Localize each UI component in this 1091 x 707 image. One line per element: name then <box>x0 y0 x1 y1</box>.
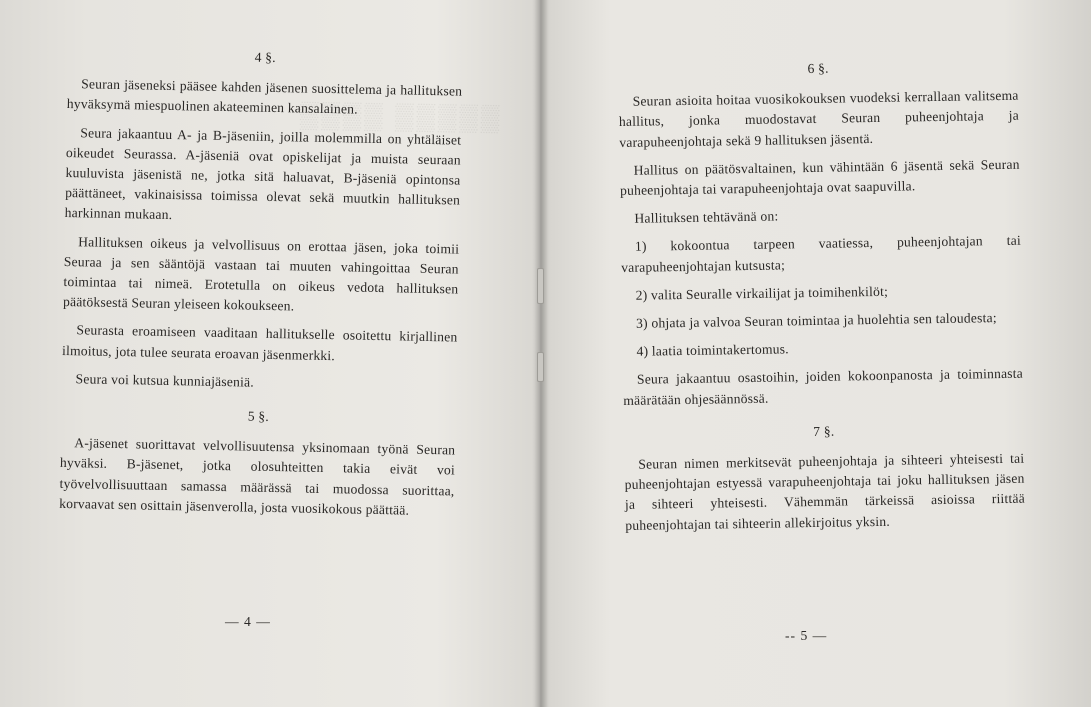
paragraph: Seuran asioita hoitaa vuosikokouksen vuodeksi kerrallaan valitsema hallitus, jonka muodostavat Seuran puheenjohtaja ja varapuheenjohtaja sekä 9 hallituksen jäsentä. <box>618 87 1020 150</box>
left-text-column <box>59 44 463 530</box>
right-page <box>545 0 1091 707</box>
paragraph: Hallitus on päätösvaltainen, kun vähintään 6 jäsentä sekä Seuran puheenjohtaja tai varapuheenjohtaja ovat saapuvilla. <box>619 156 1020 198</box>
paragraph: Seura jakaantuu A- ja B-jäseniin, joilla molemmilla on yhtäläiset oikeudet Seurassa. A-jäseniä ovat opiskelijat ja muista seuraan kuuluvista jäsenistä ne, jotka sitä haluavat, B-jäseniä opintonsa päättäneet, vakinaisissa toimissa olevat sekä muutkin hallituksen harkinnan mukaan. <box>64 124 462 223</box>
paragraph: Seuran nimen merkitsevät puheenjohtaja ja sihteeri yhteisesti tai puheenjohtajan estyessä varapuheenjohtaja tai joku hallituksen jäsen ja sihteeri yhteisesti. Vähemmän tärkeissä asioissa riittää puheenjohtajan tai sihteerin allekirjoitus yksin. <box>624 450 1026 533</box>
paragraph: Seurasta eroamiseen vaaditaan hallitukselle osoitettu kirjallinen ilmoitus, jota tulee seurata eroavan jäsenmerkki. <box>61 322 458 363</box>
section-heading-5: 5 §. <box>247 408 270 424</box>
list-item: 3) ohjata ja valvoa Seuran toimintaa ja huolehtia sen taloudesta; <box>635 310 997 331</box>
paragraph: A-jäsenet suorittavat velvollisuutensa yksinomaan työnä Seuran hyväksi. B-jäsenet, jotka olosuhteitten takia eivät voi työvelvollisuuttaan samassa määrässä tai muodossa suorittaa, korvaavat sen osittain jäsenverolla, josta vuosikokous päättää. <box>59 435 456 518</box>
list-item: 1) kokoontua tarpeen vaatiessa, puheenjohtajan tai varapuheenjohtajan kutsusta; <box>621 233 1021 275</box>
paragraph: Seura voi kutsua kunniajäseniä. <box>75 371 255 390</box>
paragraph: Seura jakaantuu osastoihin, joiden kokoonpanosta ja toiminnasta määrätään ohjesäännössä. <box>623 366 1024 408</box>
list-item: 4) laatia toimintakertomus. <box>636 341 789 359</box>
list-item: 2) valita Seuralle virkailijat ja toimihenkilöt; <box>635 283 889 303</box>
paragraph: Hallituksen tehtävänä on: <box>634 208 779 226</box>
page-number-left: — 4 — <box>225 614 271 629</box>
section-heading-7: 7 §. <box>813 423 835 439</box>
page-number-right: -- 5 — <box>785 628 828 643</box>
paragraph: Hallituksen oikeus ja velvollisuus on erottaa jäsen, joka toimii Seuraa ja sen sääntöjä vastaan tai muuten vahingoittaa Seuran toimintaa tai nimeä. Erotetulla on oikeus vedota hallituksen päätöksestä Seuran yleiseen kokoukseen. <box>62 233 460 314</box>
right-text-column <box>618 56 1026 544</box>
left-page <box>0 0 540 707</box>
paragraph: Seuran jäseneksi pääsee kahden jäsenen suosittelema ja hallituksen hyväksymä miespuolinen akateeminen kansalainen. <box>66 76 463 117</box>
section-heading-4: 4 §. <box>254 49 277 65</box>
bleed-through: ▒▒▒▒ ▒▒▒▒▒ <box>299 100 503 133</box>
section-heading-6: 6 §. <box>807 60 829 77</box>
